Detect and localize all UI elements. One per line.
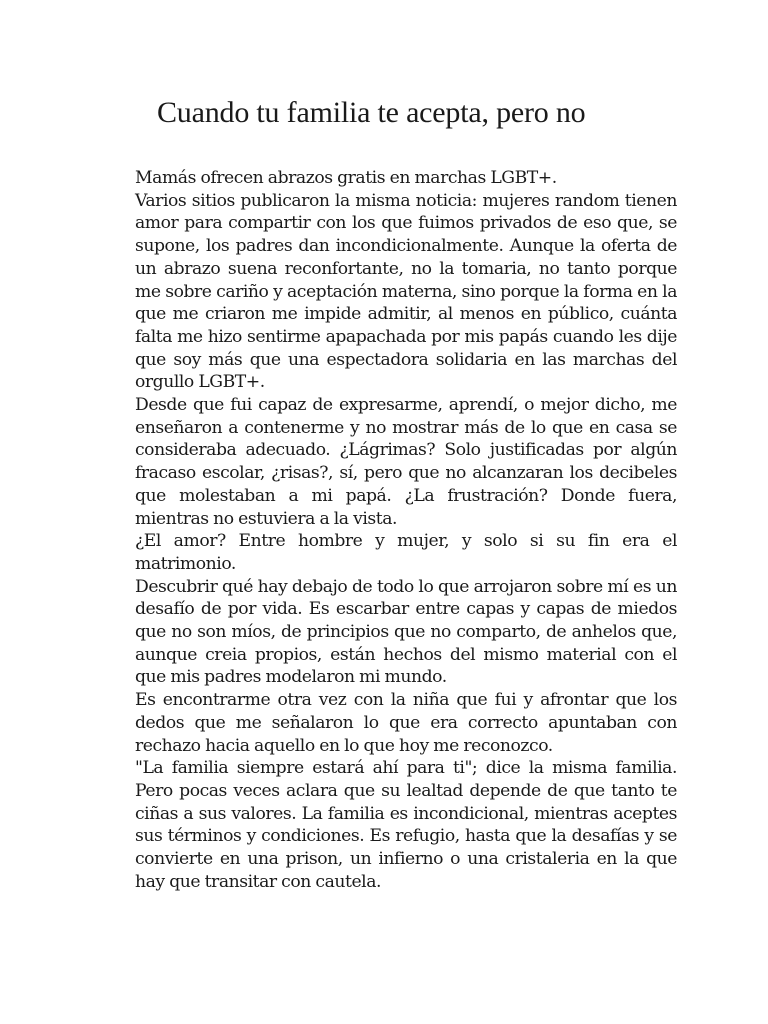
- paragraph: Mamás ofrecen abrazos gratis en marchas LGBT+.: [135, 168, 557, 188]
- paragraph: Varios sitios publicaron la misma noticia: mujeres random tienen amor para compartir con los que fuimos privados de eso que, se supone, los padres dan incondicionalmente. Aunque la oferta de un abrazo suena reconfortante, no la tomaria, no tanto porque me sobre cariño y aceptación materna, sino porque la forma en la que me criaron me impide admitir, al menos en público, cuánta falta me hizo sentirme apapachada por mis papás cuando les dije que soy más que una espectadora solidaria en las marchas del orgullo LGBT+.: [135, 190, 677, 393]
- paragraph: "La familia siempre estará ahí para ti"; dice la misma familia. Pero pocas veces aclara que su lealtad depende de que tanto te ciñas a sus valores. La familia es incondicional, mientras aceptes sus términos y condiciones. Es refugio, hasta que la desafías y se convierte en una prison, un infierno o una cristaleria en la que hay que transitar con cautela.: [135, 758, 677, 892]
- document-body: [135, 167, 677, 894]
- paragraph: ¿El amor? Entre hombre y mujer, y solo si su fin era el matrimonio.: [135, 531, 677, 574]
- paragraph: Desde que fui capaz de expresarme, aprendí, o mejor dicho, me enseñaron a contenerme y no mostrar más de lo que en casa se consideraba adecuado. ¿Lágrimas? Solo justificadas por algún fracaso escolar, ¿risas?, sí, pero que no alcanzaran los decibeles que molestaban a mi papá. ¿La frustración? Donde fuera, mientras no estuviera a la vista.: [135, 395, 677, 529]
- document-title: Cuando tu familia te acepta, pero no: [157, 96, 586, 129]
- paragraph: Descubrir qué hay debajo de todo lo que arrojaron sobre mí es un desafío de por vida. Es escarbar entre capas y capas de miedos que no son míos, de principios que no comparto, de anhelos que, aunque creia propios, están hechos del mismo material con el que mis padres modelaron mi mundo.: [135, 576, 677, 688]
- paragraph: Es encontrarme otra vez con la niña que fui y afrontar que los dedos que me señalaron lo que era correcto apuntaban con rechazo hacia aquello en lo que hoy me reconozco.: [135, 690, 677, 756]
